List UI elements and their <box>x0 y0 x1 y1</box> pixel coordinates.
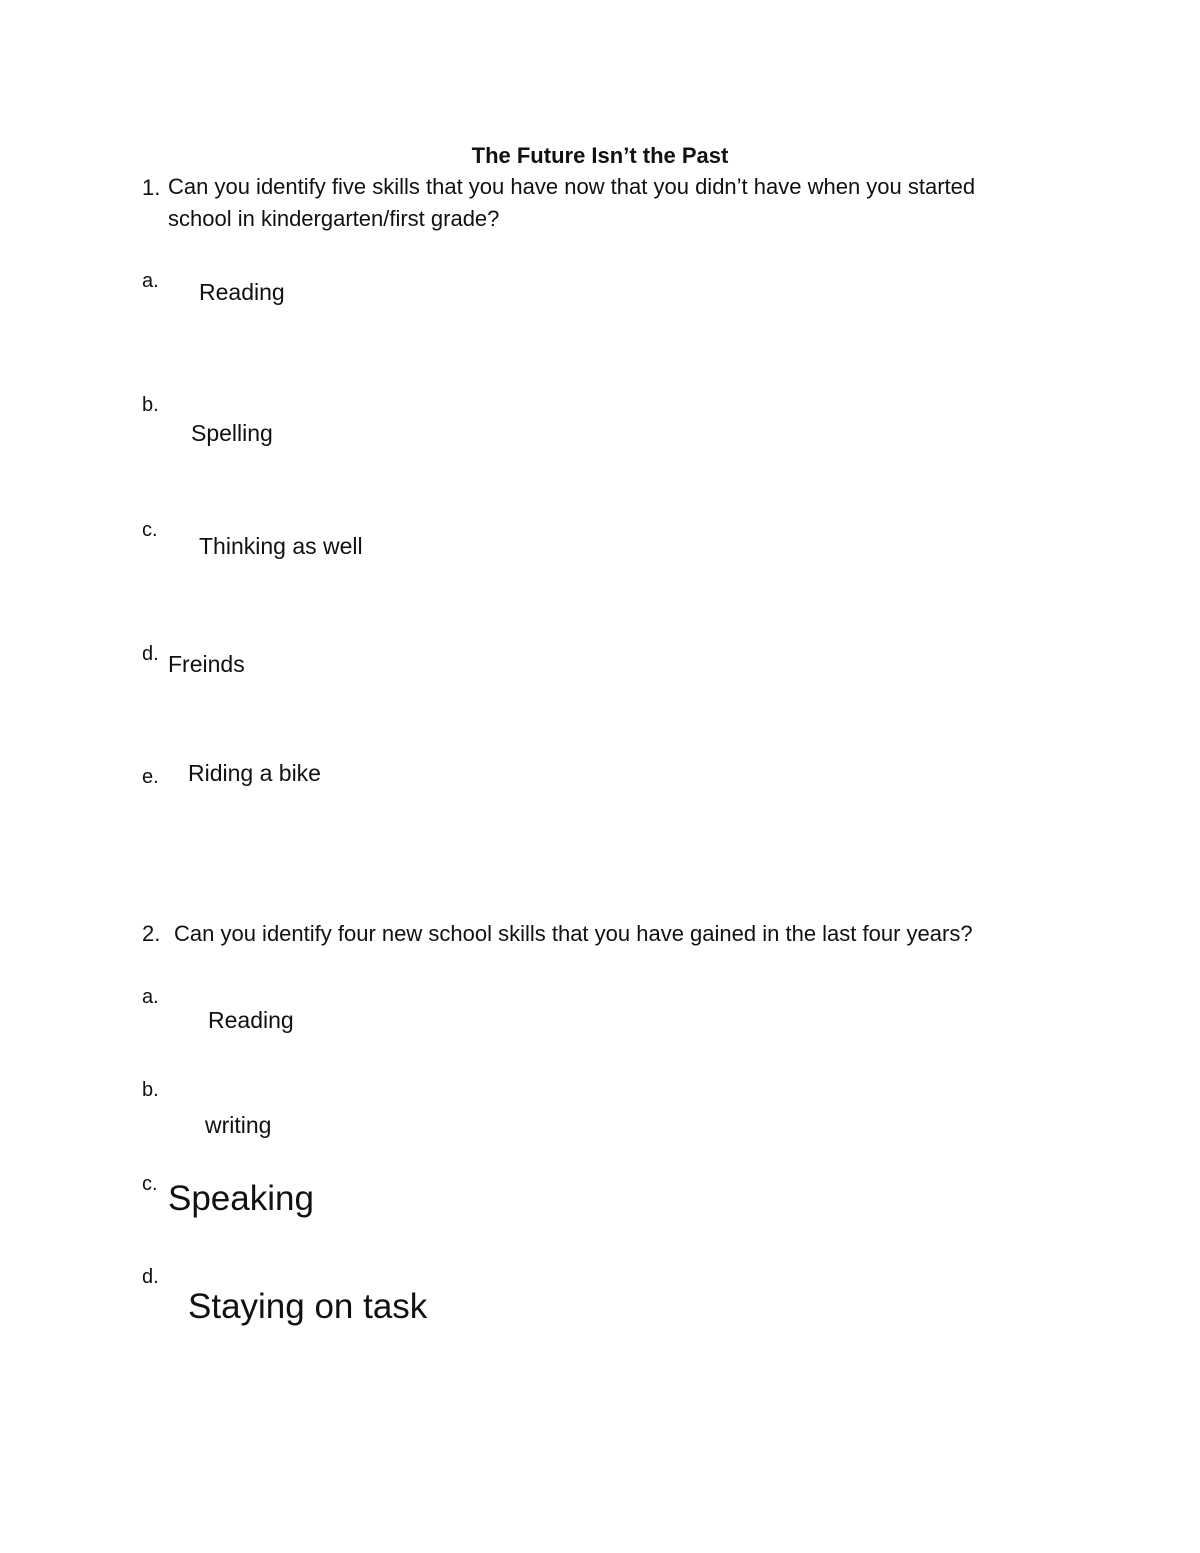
answer-text: Reading <box>199 279 285 305</box>
answer-letter: c. <box>142 519 158 541</box>
page-title: The Future Isn’t the Past <box>471 143 729 168</box>
question-text-continued: school in kindergarten/first grade? <box>168 206 500 231</box>
answer-letter: d. <box>142 643 159 665</box>
answer-text: Spelling <box>191 420 273 446</box>
answer-letter: b. <box>142 1079 159 1101</box>
answer-text: writing <box>205 1112 272 1138</box>
answer-text: Staying on task <box>188 1287 428 1326</box>
answer-letter: b. <box>142 394 159 416</box>
answer-text: Speaking <box>168 1179 314 1218</box>
question-number: 2. <box>142 921 161 946</box>
question-text: Can you identify four new school skills that you have gained in the last four years? <box>174 921 973 946</box>
question-text: Can you identify five skills that you have now that you didn’t have when you started <box>168 174 976 199</box>
answer-text: Thinking as well <box>199 533 363 559</box>
answer-letter: e. <box>142 766 159 788</box>
answer-letter: c. <box>142 1173 158 1195</box>
answer-text: Reading <box>208 1007 294 1033</box>
question-number: 1. <box>142 175 161 200</box>
answer-letter: d. <box>142 1266 159 1288</box>
answer-text: Riding a bike <box>188 760 321 786</box>
answer-letter: a. <box>142 986 159 1008</box>
answer-text: Freinds <box>168 651 245 677</box>
answer-letter: a. <box>142 270 159 292</box>
